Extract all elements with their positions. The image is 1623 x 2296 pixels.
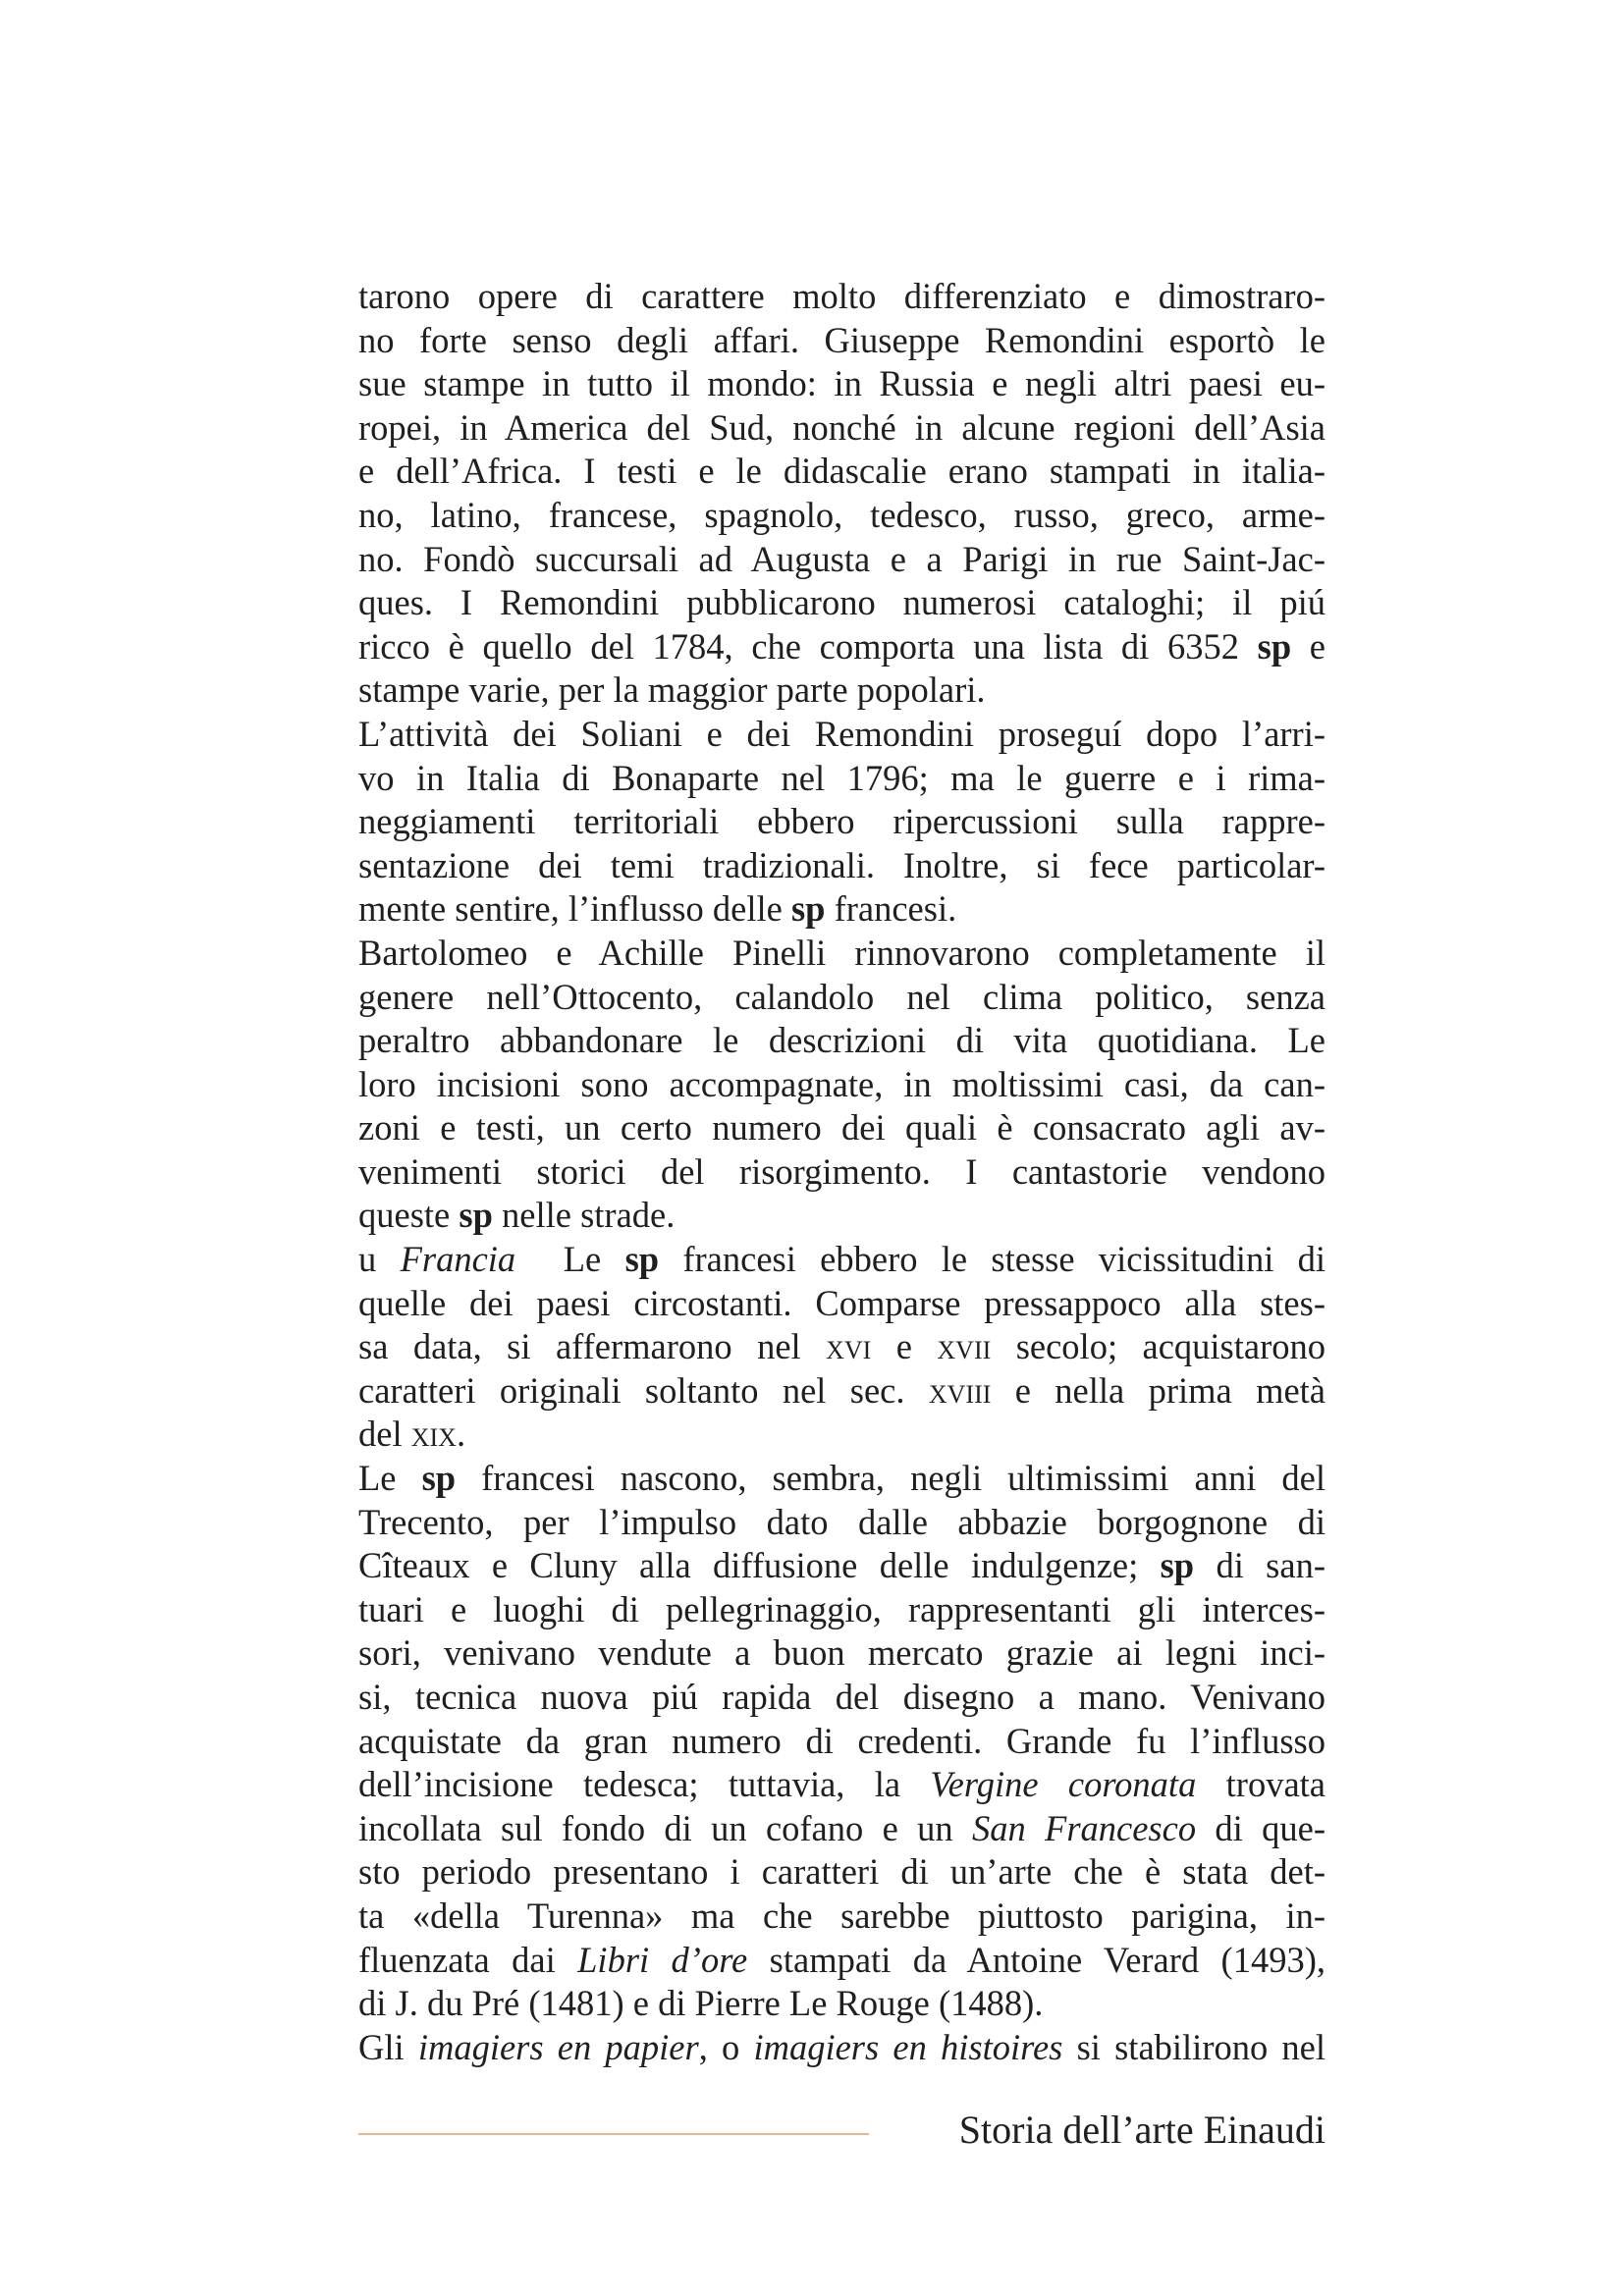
text-segment: incollata sul fondo di un cofano e un [358,1807,972,1848]
italic-term: imagiers en histoires [753,2026,1063,2067]
text-segment: dell’incisione tedesca; tuttavia, la [358,1764,931,1805]
text-segment: trovata [1196,1764,1325,1805]
text-segment: Bartolomeo e Achille Pinelli rinnovarono completamente il [358,932,1325,973]
text-segment: sto periodo presentano i caratteri di un’arte che è stata det- [358,1851,1325,1893]
text-segment: di que- [1196,1807,1325,1848]
text-segment: ta «della Turenna» ma che sarebbe piuttosto parigina, in- [358,1895,1325,1936]
bold-term: sp [1257,625,1292,667]
text-line [358,1282,1325,1326]
bold-term: sp [624,1239,660,1280]
text-line [358,1588,1325,1632]
text-segment: ricco è quello del 1784, che comporta una lista di 6352 [358,625,1258,667]
text-segment: e [871,1326,938,1367]
text-line [358,976,1325,1020]
text-segment: peraltro abbandonare le descrizioni di vita quotidiana. Le [358,1020,1325,1061]
text-segment: tuari e luoghi di pellegrinaggio, rappresentanti gli interces- [358,1588,1325,1629]
text-line [358,844,1325,888]
text-line [358,1850,1325,1895]
text-line [358,1106,1325,1150]
text-line [358,362,1325,406]
text-segment: sentazione dei temi tradizionali. Inoltre, si fece particolar- [358,844,1325,885]
text-segment: . [456,1414,466,1455]
text-line [358,757,1325,801]
text-line [358,1063,1325,1107]
text-line [358,713,1325,757]
text-segment: e [1291,625,1325,667]
text-line [358,1369,1325,1414]
text-line [358,275,1325,319]
text-line [358,538,1325,582]
text-segment: acquistate da gran numero di credenti. Grande fu l’influsso [358,1720,1325,1761]
text-line [358,1720,1325,1764]
text-line [358,625,1325,669]
text-line [358,1895,1325,1939]
text-line [358,494,1325,538]
bold-term: sp [421,1458,457,1499]
roman-numeral: xix [410,1414,457,1455]
italic-term: imagiers en papier [417,2026,699,2067]
text-line [358,1763,1325,1807]
text-segment: francesi ebbero le stesse vicissitudini di [659,1239,1326,1280]
text-segment: Gli [358,2026,418,2067]
text-segment: Le [515,1239,625,1280]
text-segment: , o [698,2026,754,2067]
text-segment: Cîteaux e Cluny alla diffusione delle indulgenze; [358,1545,1161,1586]
text-line [358,1413,1325,1457]
text-line [358,1194,1325,1238]
text-segment: caratteri originali soltanto nel sec. [358,1369,929,1411]
text-segment: ropei, in America del Sud, nonché in alcune regioni dell’Asia [358,406,1325,448]
page-footer [358,2101,1325,2160]
text-segment: genere nell’Ottocento, calandolo nel clima politico, senza [358,976,1325,1017]
text-segment: no forte senso degli affari. Giuseppe Remondini esportò le [358,319,1325,360]
text-segment: queste [358,1195,460,1236]
text-segment: Le [358,1458,422,1499]
text-segment: Trecento, per l’impulso dato dalle abbazie borgognone di [358,1501,1325,1542]
text-segment: ques. I Remondini pubblicarono numerosi cataloghi; il piú [358,582,1325,623]
bold-term: sp [790,888,826,930]
text-line [358,2026,1325,2070]
text-line [358,406,1325,451]
text-segment: del [358,1414,411,1455]
text-line [358,1019,1325,1063]
footer-rule [358,2133,869,2135]
text-segment: si, tecnica nuova piú rapida del disegno a mano. Venivano [358,1677,1325,1717]
text-line [358,1544,1325,1588]
text-segment: di J. du Pré (1481) e di Pierre Le Rouge (1488). [358,1983,1044,2024]
text-segment: sori, venivano vendute a buon mercato grazie ai legni inci- [358,1632,1325,1674]
text-line [358,668,1325,713]
text-segment: francesi nascono, sembra, negli ultimissimi anni del [456,1458,1325,1499]
text-segment: vo in Italia di Bonaparte nel 1796; ma le guerre e i rima- [358,757,1325,798]
text-segment: no, latino, francese, spagnolo, tedesco, russo, greco, arme- [358,494,1325,535]
text-segment: nelle strade. [492,1195,676,1236]
text-segment: tarono opere di carattere molto differenziato e dimostraro- [358,276,1325,316]
text-line [358,1150,1325,1195]
text-segment: loro incisioni sono accompagnate, in moltissimi casi, da can- [358,1063,1325,1104]
text-segment: di san- [1194,1545,1325,1586]
text-segment: neggiamenti territoriali ebbero ripercussioni sulla rappre- [358,801,1325,842]
italic-term: Francia [400,1239,516,1280]
text-segment: u [358,1239,401,1280]
italic-term: Libri d’ore [577,1939,748,1980]
text-segment: zoni e testi, un certo numero dei quali è consacrato agli av- [358,1107,1325,1148]
text-segment: fluenzata dai [358,1939,578,1980]
bold-term: sp [459,1195,493,1236]
roman-numeral: xviii [928,1369,992,1411]
text-segment: e dell’Africa. I testi e le didascalie erano stampati in italia- [358,451,1325,492]
text-line [358,319,1325,363]
text-line [358,1501,1325,1545]
roman-numeral: xvi [826,1326,872,1367]
text-line [358,1631,1325,1676]
italic-term: Vergine coronata [930,1764,1197,1805]
text-segment: si stabilirono nel [1062,2026,1325,2067]
text-line [358,1982,1325,2026]
text-line [358,1238,1325,1282]
text-segment: mente sentire, l’influsso delle [358,888,791,930]
text-line [358,800,1325,844]
text-segment: francesi. [825,888,957,930]
text-segment: secolo; acquistarono [991,1326,1325,1367]
roman-numeral: xvii [937,1326,992,1367]
text-line [358,887,1325,932]
text-line [358,1676,1325,1720]
text-segment: L’attività dei Soliani e dei Remondini proseguí dopo l’arri- [358,713,1325,754]
text-segment: stampati da Antoine Verard (1493), [747,1939,1325,1980]
text-line [358,1939,1325,1983]
text-segment: quelle dei paesi circostanti. Comparse pressappoco alla stes- [358,1282,1325,1323]
text-line [358,1807,1325,1851]
italic-term: San Francesco [971,1807,1197,1848]
text-line [358,1457,1325,1501]
text-line [358,1325,1325,1369]
footer-title: Storia dell’arte Einaudi [958,2108,1325,2152]
text-segment: sa data, si affermarono nel [358,1326,827,1367]
text-segment: venimenti storici del risorgimento. I cantastorie vendono [358,1150,1325,1192]
text-segment: stampe varie, per la maggior parte popolari. [358,669,986,711]
text-line [358,581,1325,625]
body-text [358,275,1325,2069]
text-line [358,932,1325,976]
text-segment: e nella prima metà [991,1369,1325,1411]
text-segment: no. Fondò succursali ad Augusta e a Parigi in rue Saint-Jac- [358,538,1325,579]
text-line [358,450,1325,494]
text-segment: sue stampe in tutto il mondo: in Russia e negli altri paesi eu- [358,363,1325,404]
bold-term: sp [1160,1545,1195,1586]
